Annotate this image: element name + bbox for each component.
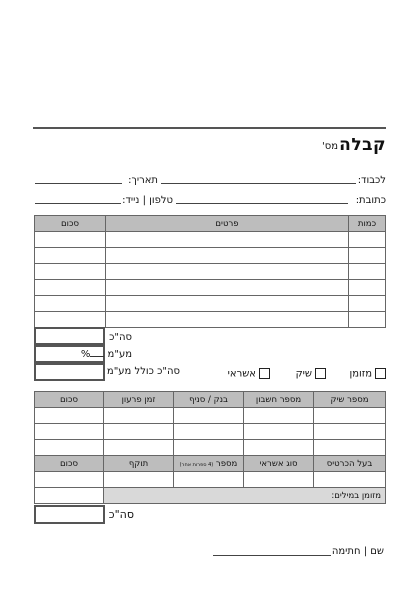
table-row[interactable] [35,440,386,456]
checkbox-icon[interactable] [375,368,386,379]
details-header: פרטים [106,216,349,232]
amount-header: סכום [35,216,106,232]
account-number-header: מספר חשבון [244,392,314,408]
table-row[interactable] [35,264,386,280]
receipt-number-label: מס' [321,141,338,152]
cardholder-header: בעל הכרטיס [314,456,386,472]
header-divider [33,127,386,129]
total-with-vat-label: סה"כ כולל מע"מ [106,366,180,377]
signature-label: שם | חתימה [331,546,384,557]
table-row[interactable] [35,232,386,248]
checks-header-row [35,392,386,408]
signature-field[interactable] [213,555,331,556]
bank-branch-header: בנק / סניף [174,392,244,408]
check-number-header: מספר שיק [314,392,386,408]
items-table [34,215,386,328]
grand-total-label: סה"כ [108,508,134,521]
table-row[interactable] [35,296,386,312]
table-row[interactable] [35,424,386,440]
table-row[interactable] [35,248,386,264]
subtotal-box[interactable] [34,327,105,345]
items-header-row [35,216,386,232]
table-row[interactable] [35,408,386,424]
payment-option-cash[interactable]: מזומן [350,368,387,380]
expiry-header: תוקף [104,456,174,472]
date-field[interactable] [35,183,122,184]
phone-field[interactable] [35,203,121,204]
vat-label: מע"מ % [80,349,132,360]
subtotal-label: סה"כ [109,332,132,343]
date-label: תאריך: [128,175,158,186]
checkbox-icon[interactable] [315,368,326,379]
credit-amount-header: סכום [35,456,104,472]
table-row[interactable] [35,312,386,328]
credit-type-header: סוג אשראי [244,456,314,472]
check-amount-header: סכום [35,392,104,408]
address-label: כתובת: [355,195,386,206]
to-label: לכבוד: [357,175,386,186]
address-field[interactable] [176,203,348,204]
grand-total-box[interactable] [34,505,105,524]
payments-table [34,391,386,504]
payment-option-check[interactable]: שיק [296,368,326,380]
table-row[interactable] [35,280,386,296]
due-date-header: זמן פרעון [104,392,174,408]
card-number-header: מספר (4 ספרות אחר) [174,456,244,472]
total-with-vat-box[interactable] [34,363,105,381]
phone-label: טלפון | נייד: [122,195,173,206]
cash-in-words-row[interactable] [35,488,386,504]
checkbox-icon[interactable] [259,368,270,379]
credit-header-row [35,456,386,472]
document-title: קבלה [339,135,386,155]
cash-in-words-label: מזומן במילים: [104,488,386,504]
qty-header: כמות [349,216,386,232]
to-field[interactable] [161,183,356,184]
payment-option-credit[interactable]: אשראי [228,368,270,380]
table-row[interactable] [35,472,386,488]
